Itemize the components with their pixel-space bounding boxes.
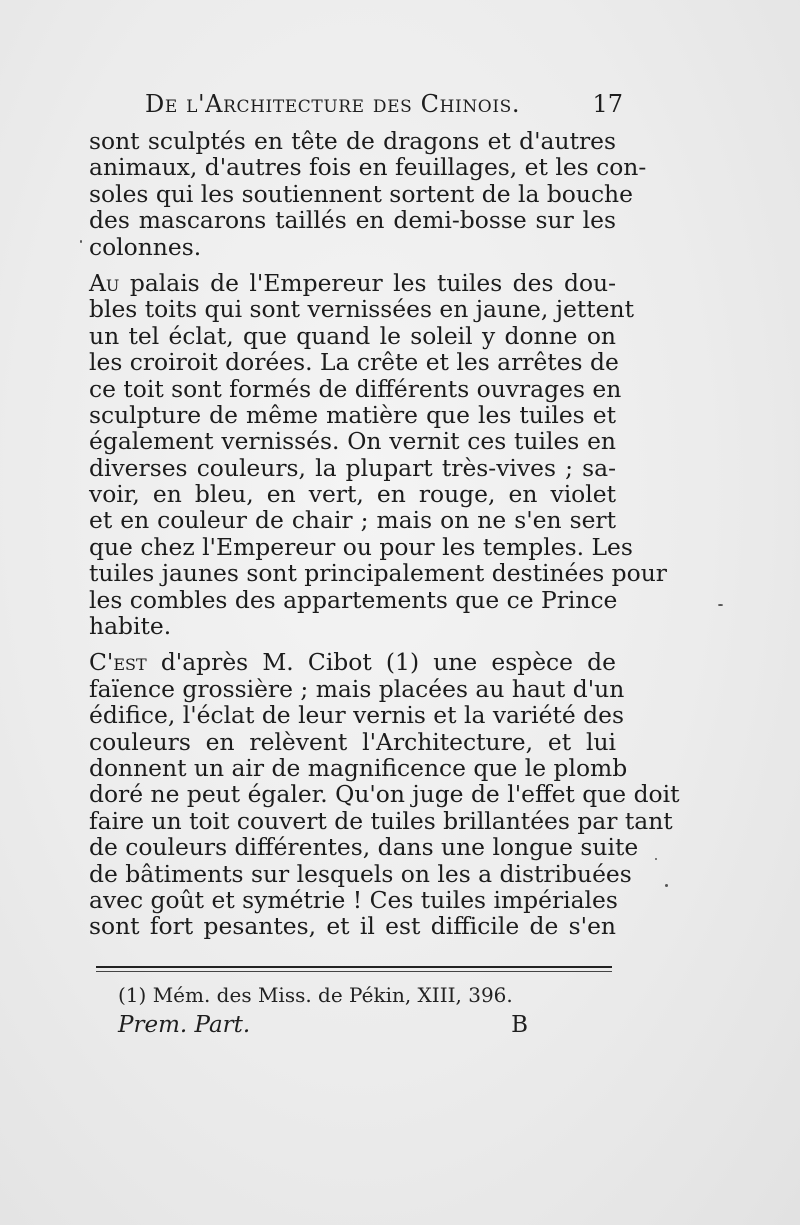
text-line: faire un toit couvert de tuiles brillantées par tant	[89, 806, 673, 835]
text-line: avec goût et symétrie ! Ces tuiles impériales	[89, 885, 618, 914]
paragraph-3	[89, 648, 680, 941]
text-line: doré ne peut égaler. Qu'on juge de l'effet que doit	[89, 780, 680, 809]
signature-line	[118, 1012, 528, 1044]
text-line: de couleurs différentes, dans une longue suite	[89, 833, 639, 862]
running-title: De l'Architecture des Chinois.	[145, 90, 521, 118]
text-line: voir, en bleu, en vert, en rouge, en violet	[89, 480, 616, 509]
text-line: tuiles jaunes sont principalement destinées pour	[89, 559, 667, 588]
signature-part: Prem. Part.	[118, 1012, 251, 1038]
text-line: diverses couleurs, la plupart très-vives ; sa-	[89, 453, 616, 482]
running-header	[145, 90, 623, 126]
text-line: les combles des appartements que ce Prince	[89, 585, 618, 614]
text-line: sculpture de même matière que les tuiles et	[89, 400, 616, 429]
text-line: édifice, l'éclat de leur vernis et la variété des	[89, 701, 625, 730]
text-line: habite.	[89, 612, 172, 641]
text-line: couleurs en relèvent l'Architecture, et lui	[89, 727, 616, 756]
paragraph-2	[89, 268, 667, 641]
text-line: et en couleur de chair ; mais on ne s'en sert	[89, 506, 616, 535]
footnote-rule-thin	[96, 971, 612, 972]
paper-speck	[80, 240, 82, 243]
text-line: de bâtiments sur lesquels on les a distribuées	[89, 859, 632, 888]
text-line: donnent un air de magnificence que le plomb	[89, 753, 628, 782]
text-line: soles qui les soutiennent sortent de la bouche	[89, 179, 633, 208]
text-line: que chez l'Empereur ou pour les temples. Les	[89, 532, 633, 561]
text-line: un tel éclat, que quand le soleil y donne on	[89, 321, 616, 350]
body-text	[89, 127, 680, 941]
page-number: 17	[592, 90, 623, 118]
paper-speck	[665, 884, 668, 887]
paragraph-lead: Au	[89, 268, 120, 297]
footnote-rule	[96, 966, 612, 968]
signature-mark: B	[511, 1012, 528, 1038]
text-line-rest: d'après M. Cibot (1) une espèce de	[146, 648, 616, 677]
paragraph-lead: C'est	[89, 648, 147, 677]
paper-speck	[718, 604, 723, 606]
text-line: des mascarons taillés en demi-bosse sur les	[89, 206, 616, 235]
text-line: sont fort pesantes, et il est difficile de s'en	[89, 912, 616, 941]
text-line: également vernissés. On vernit ces tuiles en	[89, 427, 616, 456]
text-line-rest: palais de l'Empereur les tuiles des dou-	[119, 268, 616, 297]
text-line: ce toit sont formés de différents ouvrages en	[89, 374, 622, 403]
text-line: colonnes.	[89, 232, 202, 261]
footnote: (1) Mém. des Miss. de Pékin, XIII, 396.	[118, 983, 513, 1007]
text-line	[89, 270, 616, 296]
text-line: les croiroit dorées. La crête et les arrêtes de	[89, 348, 619, 377]
paragraph-1	[89, 127, 647, 261]
text-line: animaux, d'autres fois en feuillages, et les con-	[89, 153, 647, 182]
paper-speck	[655, 858, 657, 860]
text-line: faïence grossière ; mais placées au haut d'un	[89, 674, 625, 703]
text-line	[89, 649, 616, 675]
text-line: bles toits qui sont vernissées en jaune, jettent	[89, 295, 634, 324]
text-line: sont sculptés en tête de dragons et d'autres	[89, 127, 616, 155]
